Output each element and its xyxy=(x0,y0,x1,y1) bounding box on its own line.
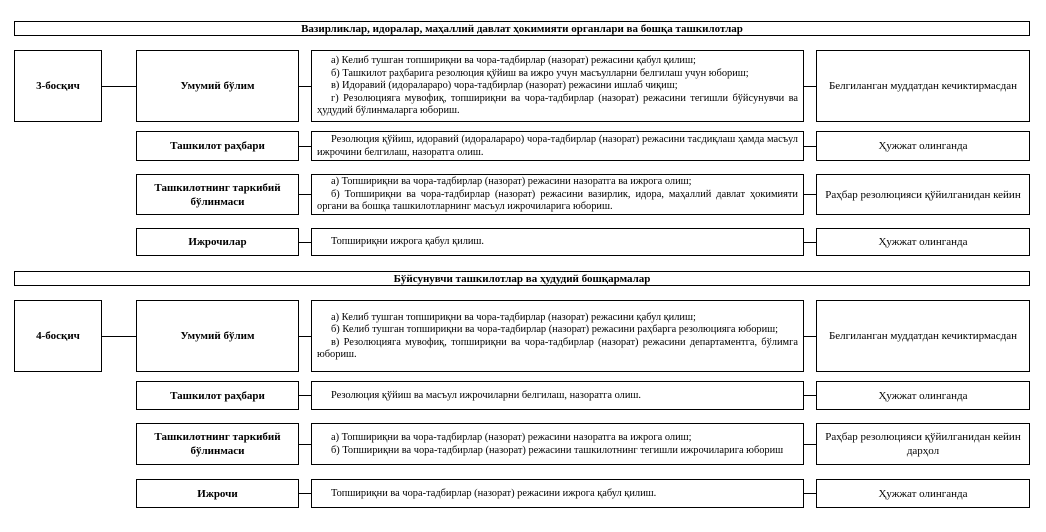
task-item: г) Резолюцияга мувофиқ, топшириқни ва чора-тадбирлар (назорат) режасини тегишли бўйсунувчи ва ҳудудий бўлинмаларга юбориш. xyxy=(317,92,798,117)
task-item: в) Резолюцияга мувофиқ, топшириқни ва чора-тадбирлар (назорат) режасини департаментга, бўлимга юбориш. xyxy=(317,336,798,360)
task-item: а) Келиб тушган топшириқни ва чора-тадбирлар (назорат) режасини қабул қилиш; xyxy=(331,55,696,67)
connector-line xyxy=(299,336,311,337)
task-item: в) Идоравий (идоралараро) чора-тадбирлар (назорат) режасини ишлаб чиқиш; xyxy=(331,80,678,92)
connector-line xyxy=(804,444,816,445)
deadline-box: Ҳужжат олинганда xyxy=(816,381,1030,410)
deadline-box: Ҳужжат олинганда xyxy=(816,131,1030,161)
role-organization-head: Ташкилот раҳбари xyxy=(136,381,299,410)
role-general-department: Умумий бўлим xyxy=(136,300,299,372)
task-item: Резолюция қўйиш, идоравий (идоралараро) чора-тадбирлар (назорат) режасини тасдиқлаш ҳамда масъул ижрочини белгилаш, назоратга олиш. xyxy=(317,134,798,158)
connector-line xyxy=(299,86,311,87)
task-item: а) Келиб тушган топшириқни ва чора-тадбирлар (назорат) режасини қабул қилиш; xyxy=(331,311,696,323)
role-organization-head: Ташкилот раҳбари xyxy=(136,131,299,161)
connector-line xyxy=(804,395,816,396)
deadline-box: Белгиланган муддатдан кечиктирмасдан xyxy=(816,50,1030,122)
section-2-title: Бўйсунувчи ташкилотлар ва ҳудудий бошқармалар xyxy=(14,271,1030,286)
task-item: б) Ташкилот раҳбарига резолюция қўйиш ва ижро учун масъулларни белгилаш учун юбориш; xyxy=(331,67,749,79)
connector-line xyxy=(102,336,136,337)
task-description xyxy=(311,50,804,122)
connector-line xyxy=(102,86,136,87)
role-structural-unit: Ташкилотнинг таркибий бўлинмаси xyxy=(136,423,299,465)
connector-line xyxy=(804,242,816,243)
task-description xyxy=(311,479,804,508)
task-description xyxy=(311,131,804,161)
stage-4-box: 4-босқич xyxy=(14,300,102,372)
stage-3-box: 3-босқич xyxy=(14,50,102,122)
task-description xyxy=(311,300,804,372)
task-description xyxy=(311,174,804,215)
connector-line xyxy=(299,395,311,396)
deadline-box: Ҳужжат олинганда xyxy=(816,479,1030,508)
task-item: б) Топшириқни ва чора-тадбирлар (назорат) режасини вазирлик, идора, маҳаллий давлат ҳокимияти органи ва бошқа ташкилотларнинг масъул ижрочиларига юбориш. xyxy=(317,188,798,213)
task-description xyxy=(311,228,804,256)
section-1-title: Вазирликлар, идоралар, маҳаллий давлат ҳокимияти органлари ва бошқа ташкилотлар xyxy=(14,21,1030,36)
deadline-box: Раҳбар резолюцияси қўйилганидан кейин дарҳол xyxy=(816,423,1030,465)
role-executors: Ижрочилар xyxy=(136,228,299,256)
deadline-box: Раҳбар резолюцияси қўйилганидан кейин xyxy=(816,174,1030,215)
deadline-box: Белгиланган муддатдан кечиктирмасдан xyxy=(816,300,1030,372)
task-item: Топшириқни ва чора-тадбирлар (назорат) режасини ижрога қабул қилиш. xyxy=(331,487,657,499)
role-general-department: Умумий бўлим xyxy=(136,50,299,122)
connector-line xyxy=(299,493,311,494)
role-executor: Ижрочи xyxy=(136,479,299,508)
task-item: б) Келиб тушган топшириқни ва чора-тадбирлар (назорат) режасини раҳбарга резолюцияга юбориш; xyxy=(331,324,779,336)
connector-line xyxy=(299,146,311,147)
task-item: Топшириқни ижрога қабул қилиш. xyxy=(331,236,485,248)
connector-line xyxy=(804,194,816,195)
connector-line xyxy=(804,146,816,147)
task-description xyxy=(311,381,804,410)
connector-line xyxy=(804,336,816,337)
connector-line xyxy=(804,86,816,87)
task-item: а) Топшириқни ва чора-тадбирлар (назорат) режасини назоратга ва ижрога олиш; xyxy=(331,176,692,188)
role-structural-unit: Ташкилотнинг таркибий бўлинмаси xyxy=(136,174,299,215)
task-item: а) Топшириқни ва чора-тадбирлар (назорат) режасини назоратга ва ижрога олиш; xyxy=(331,432,692,444)
connector-line xyxy=(299,242,311,243)
task-description xyxy=(311,423,804,465)
connector-line xyxy=(299,194,311,195)
task-item: Резолюция қўйиш ва масъул ижрочиларни белгилаш, назоратга олиш. xyxy=(331,389,641,401)
connector-line xyxy=(299,444,311,445)
task-item: б) Топшириқни ва чора-тадбирлар (назорат) режасини ташкилотнинг тегишли ижрочиларига юбориш xyxy=(331,444,784,456)
connector-line xyxy=(804,493,816,494)
deadline-box: Ҳужжат олинганда xyxy=(816,228,1030,256)
